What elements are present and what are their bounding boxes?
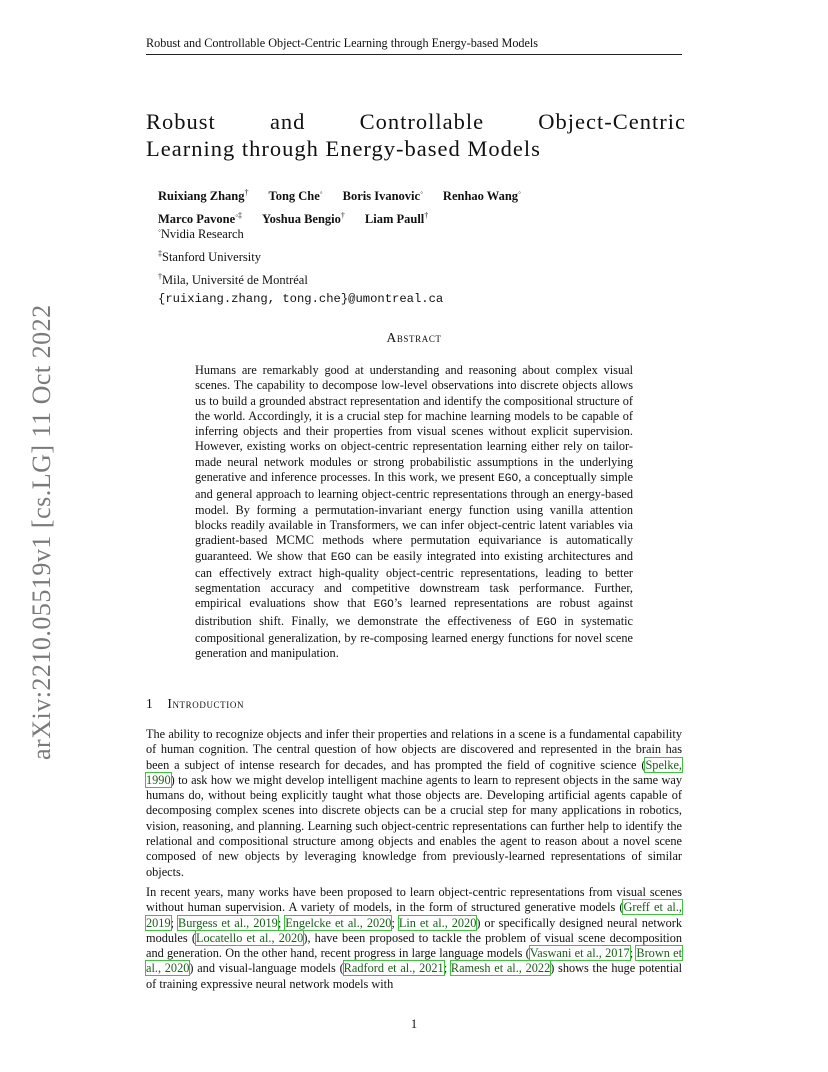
citation-link[interactable]: Greff et al., 2019: [146, 900, 682, 930]
title-line-1: [146, 108, 686, 135]
author-row: [158, 183, 521, 206]
arxiv-stamp: arXiv:2210.05519v1 [cs.LG] 11 Oct 2022: [27, 304, 56, 760]
citation-link[interactable]: Radford et al., 2021: [343, 961, 444, 976]
citation-link[interactable]: Engelcke et al., 2020: [285, 915, 392, 930]
paper-title: [146, 108, 686, 162]
author: Renhao Wang◦: [442, 188, 521, 204]
section-heading-introduction: 1 Introduction: [146, 696, 245, 711]
author: Tong Che◦: [268, 188, 323, 204]
method-name: EGO: [536, 616, 557, 629]
intro-paragraph-1: The ability to recognize objects and infer their properties and relations in a scene is a fundamental capability of human cognition. The central question of how objects are discovered and represented in the brain has been a subject of intense research for decades, and has prompted the field of cognitive science (Spelke, 1990) to ask how we might develop intelligent machine agents to learn to represent objects in the same way humans do, without being explicitly taught what those objects are. Developing artificial agents capable of decomposing complex scenes into discrete objects can be a crucial step for many applications in robotics, vision, reasoning, and planning. Learning such object-centric representations can further help to identify the relational and compositional structure among objects and enables the agent to reason about a novel scene composed of new objects by leveraging knowledge from previously-learned representations of similar objects.: [146, 727, 682, 879]
title-word: and: [269, 109, 306, 134]
citation-link[interactable]: Spelke, 1990: [146, 757, 682, 787]
page-number: 1: [410, 1017, 418, 1031]
citation-link[interactable]: Burgess et al., 2019: [178, 915, 278, 930]
affiliation: ◦Nvidia Research: [158, 226, 244, 242]
abstract-heading: Abstract: [386, 330, 442, 345]
author: Marco Pavone◦‡: [158, 211, 243, 227]
method-name: EGO: [498, 473, 519, 486]
citation-link[interactable]: Vaswani et al., 2017: [529, 946, 630, 961]
intro-paragraph-2: In recent years, many works have been proposed to learn object-centric representations from visual scenes without human supervision. A variety of models, in the form of structured generative models (Greff et al., 2019; Burgess et al., 2019; Engelcke et al., 2020; Lin et al., 2020) or specifically designed neural network modules (Locatello et al., 2020), have been proposed to tackle the problem of visual scene decomposition and generation. On the other hand, recent progress in large language models (Vaswani et al., 2017; Brown et al., 2020) and visual-language models (Radford et al., 2021; Ramesh et al., 2022) shows the huge potential of training expressive neural network models with: [146, 885, 683, 991]
affiliation: ‡Stanford University: [158, 249, 261, 265]
citation-link[interactable]: Brown et al., 2020: [146, 946, 682, 976]
citation-link[interactable]: Locatello et al., 2020: [195, 930, 304, 945]
citation-link[interactable]: Lin et al., 2020: [398, 915, 477, 930]
author: Liam Paull†: [364, 211, 429, 227]
running-head: Robust and Controllable Object-Centric Learning through Energy-based Models: [146, 36, 682, 55]
author: Boris Ivanovic◦: [342, 188, 423, 204]
abstract-text: Humans are remarkably good at understanding and reasoning about complex visual scenes. The capability to decompose low-level observations into discrete objects allows us to build a grounded abstract representation and identify the compositional structure of the world. Accordingly, it is a crucial step for machine learning models to be capable of inferring objects and their properties from visual scenes without explicit supervision. However, existing works on object-centric representation learning either rely on tailor-made neural network modules or strong probabilistic assumptions in the underlying generative and inference processes. In this work, we present EGO, a conceptually simple and general approach to learning object-centric representations through an energy-based model. By forming a permutation-invariant energy function using vanilla attention blocks readily available in Transformers, we can infer object-centric latent variables via gradient-based MCMC methods where permutation equivariance is automatically guaranteed. We show that EGO can be easily integrated into existing architectures and can effectively extract high-quality object-centric representations, leading to better segmentation accuracy and competitive downstream task performance. Further, empirical evaluations show that EGO’s learned representations are robust against distribution shift. Finally, we demonstrate the effectiveness of EGO in systematic compositional generalization, by re-composing learned energy functions for novel scene generation and manipulation.: [195, 363, 633, 661]
citation-link[interactable]: Ramesh et al., 2022: [450, 961, 551, 976]
affiliation: †Mila, Université de Montréal: [158, 272, 308, 288]
email-addresses[interactable]: {ruixiang.zhang, tong.che}@umontreal.ca: [158, 292, 444, 307]
title-line-2: Learning through Energy-based Models: [146, 136, 541, 161]
author: Yoshua Bengio†: [262, 211, 345, 227]
title-word: Robust: [146, 109, 216, 134]
author: Ruixiang Zhang†: [158, 188, 249, 204]
title-word: Object-Centric: [538, 109, 686, 134]
method-name: EGO: [373, 599, 394, 612]
method-name: EGO: [330, 551, 351, 564]
affiliations: [158, 221, 443, 309]
title-word: Controllable: [359, 109, 485, 134]
